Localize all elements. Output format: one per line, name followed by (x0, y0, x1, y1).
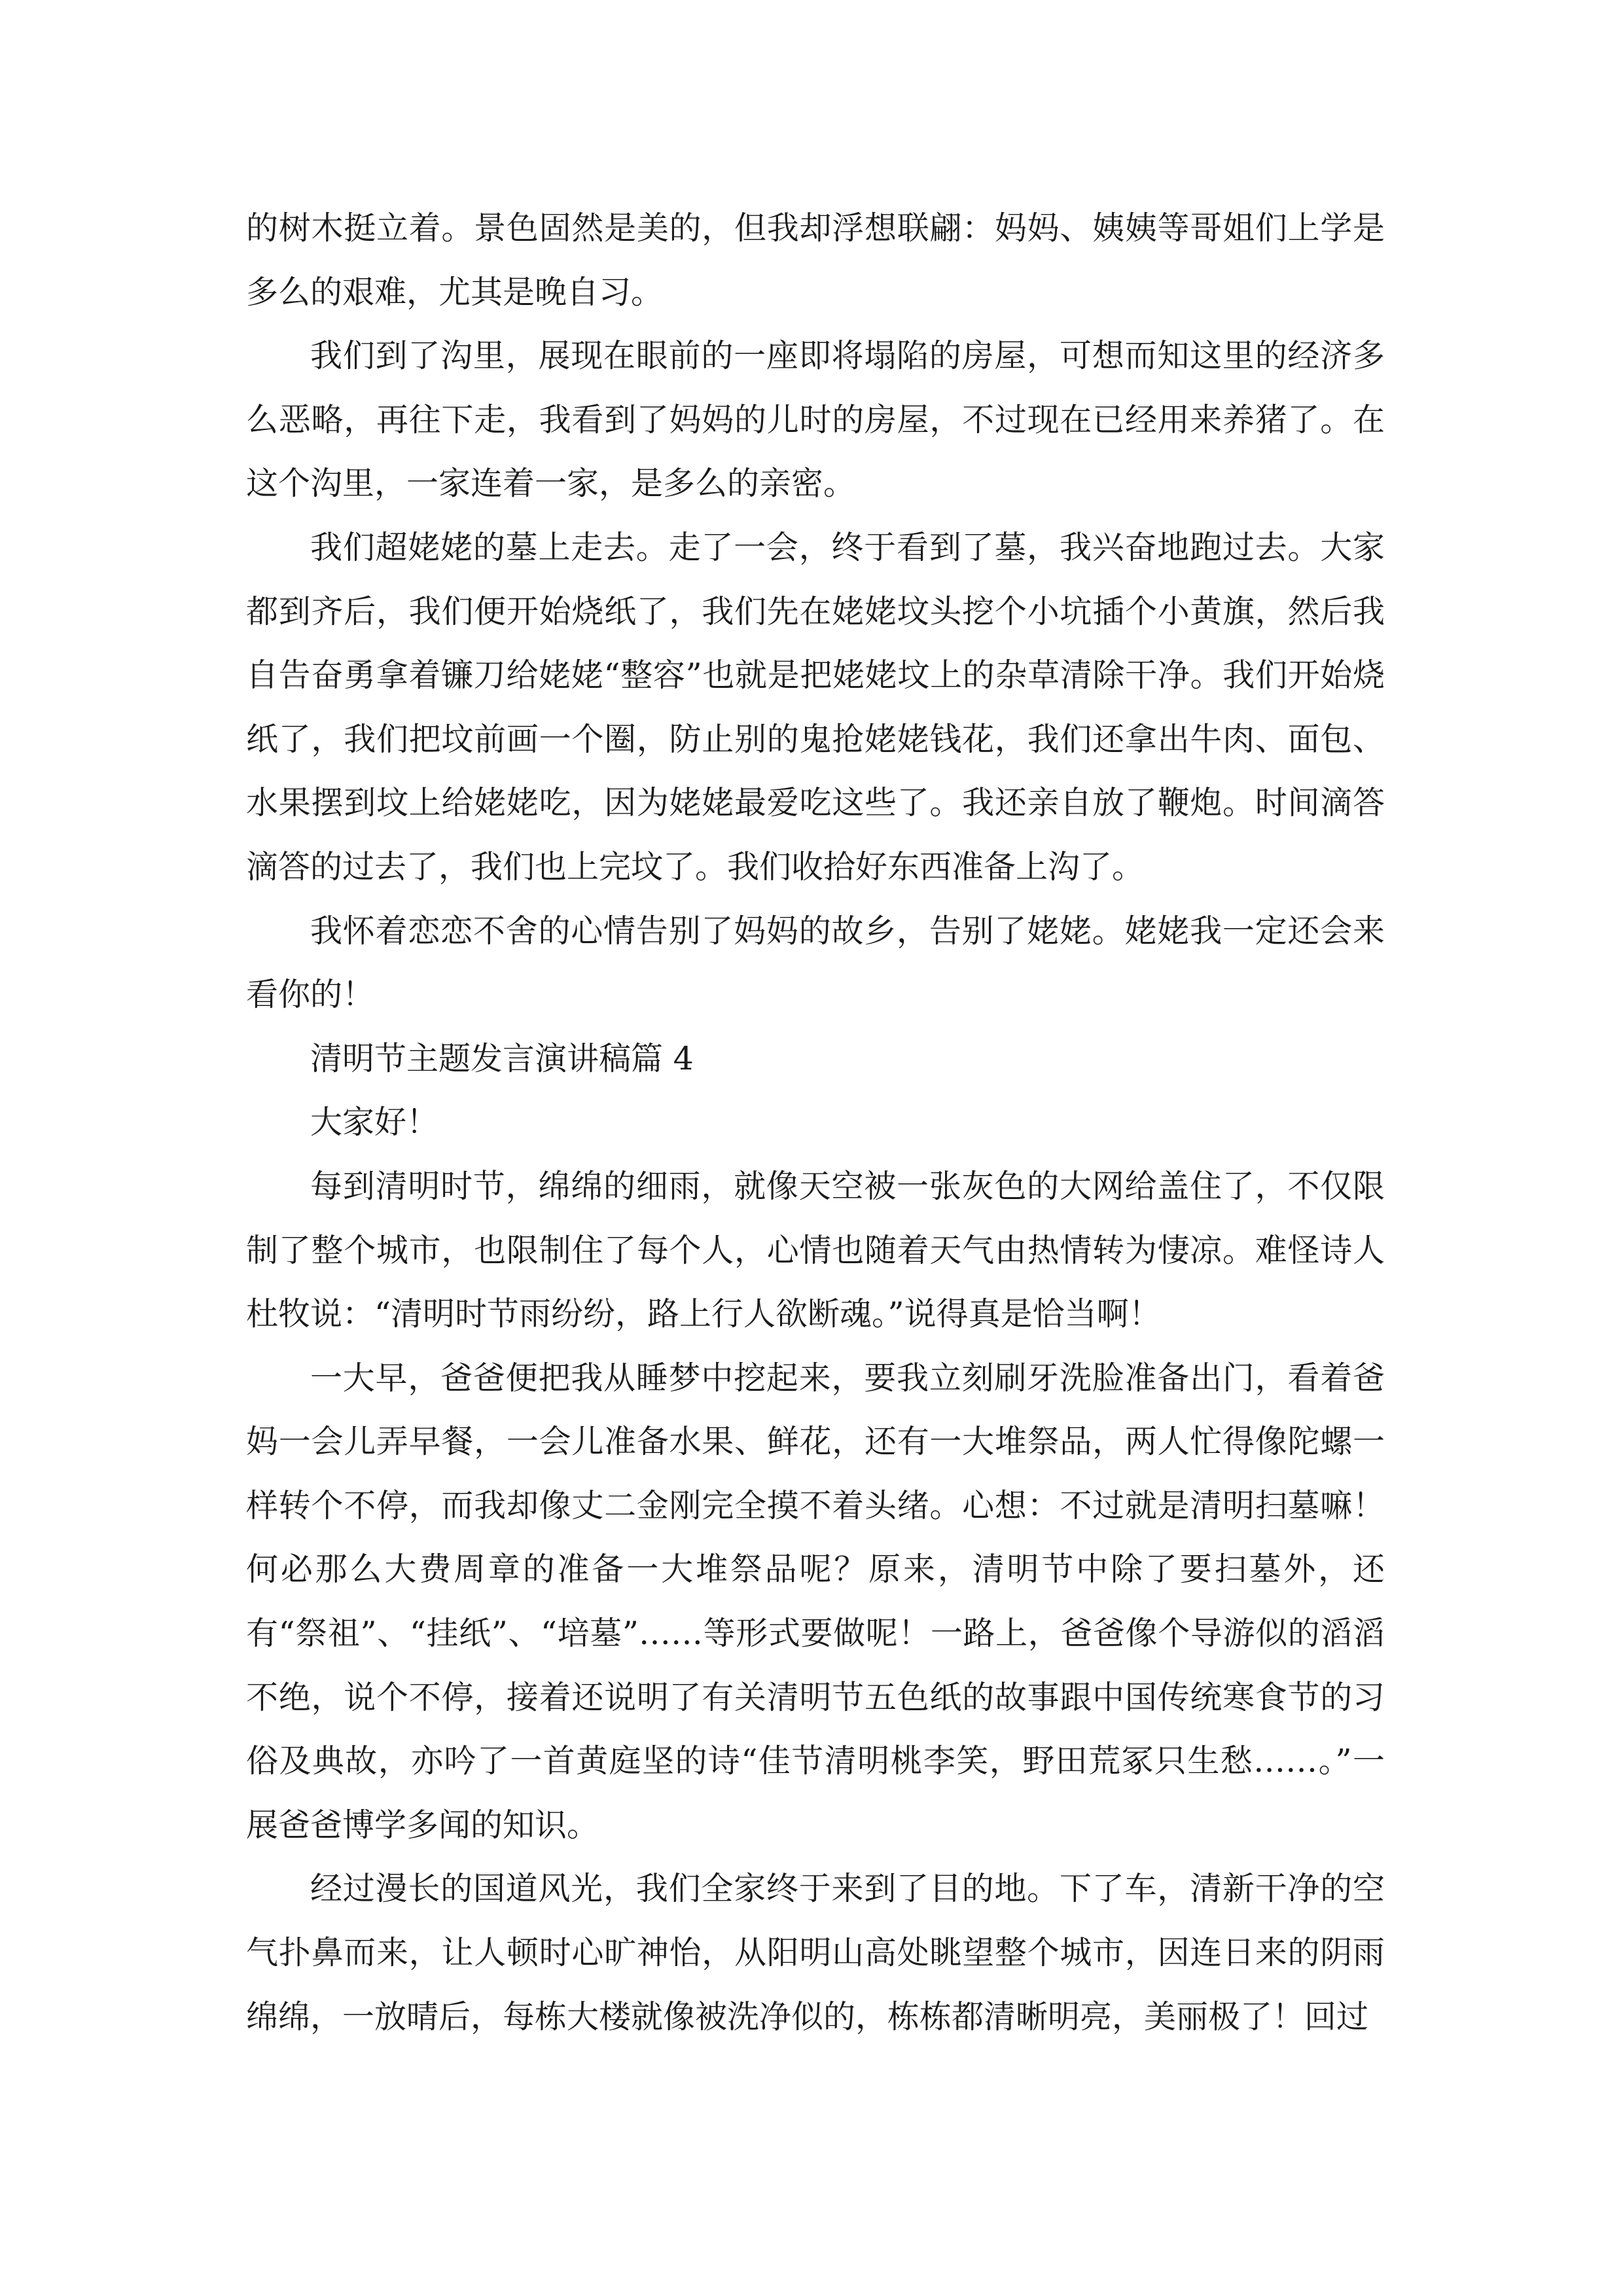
paragraph: 我们到了沟里，展现在眼前的一座即将塌陷的房屋，可想而知这里的经济多么恶略，再往下走，我看到了妈妈的儿时的房屋，不过现在已经用来养猪了。在这个沟里，一家连着一家，是多么的亲密。 (246, 337, 1385, 503)
paragraph: 我们超姥姥的墓上走去。走了一会，终于看到了墓，我兴奋地跑过去。大家都到齐后，我们便开始烧纸了，我们先在姥姥坟头挖个小坑插个小黄旗，然后我自告奋勇拿着镰刀给姥姥“整容”也就是把姥姥坟上的杂草清除干净。我们开始烧纸了，我们把坟前画一个圈，防止别的鬼抢姥姥钱花，我们还拿出牛肉、面包、水果摆到坟上给姥姥吃，因为姥姥最爱吃这些了。我还亲自放了鞭炮。时间滴答滴答的过去了，我们也上完坟了。我们收拾好东西准备上沟了。 (246, 528, 1385, 886)
paragraph: 每到清明时节，绵绵的细雨，就像天空被一张灰色的大网给盖住了，不仅限制了整个城市，也限制住了每个人，心情也随着天气由热情转为悽凉。难怪诗人杜牧说：“清明时节雨纷纷，路上行人欲断魂。”说得真是恰当啊！ (246, 1167, 1385, 1333)
document-body (246, 196, 1385, 2049)
section-title: 清明节主题发言演讲稿篇 4 (310, 1039, 694, 1077)
paragraph: 我怀着恋恋不舍的心情告别了妈妈的故乡，告别了姥姥。姥姥我一定还会来看你的！ (246, 912, 1385, 1014)
paragraph: 的树木挺立着。景色固然是美的，但我却浮想联翩：妈妈、姨姨等哥姐们上学是多么的艰难，尤其是晚自习。 (246, 209, 1385, 311)
paragraph: 经过漫长的国道风光，我们全家终于来到了目的地。下了车，清新干净的空气扑鼻而来，让人顿时心旷神怡，从阳明山高处眺望整个城市，因连日来的阴雨绵绵，一放晴后，每栋大楼就像被洗净似的，栋栋都清晰明亮，美丽极了！回过 (246, 1870, 1385, 2036)
greeting: 大家好！ (310, 1103, 439, 1141)
paragraph: 一大早，爸爸便把我从睡梦中挖起来，要我立刻刷牙洗脸准备出门，看着爸妈一会儿弄早餐，一会儿准备水果、鲜花，还有一大堆祭品，两人忙得像陀螺一样转个不停，而我却像丈二金刚完全摸不着头绪。心想：不过就是清明扫墓嘛！何必那么大费周章的准备一大堆祭品呢？原来，清明节中除了要扫墓外，还有“祭祖”、“挂纸”、“培墓”……等形式要做呢！一路上，爸爸像个导游似的滔滔不绝，说个不停，接着还说明了有关清明节五色纸的故事跟中国传统寒食节的习俗及典故，亦吟了一首黄庭坚的诗“佳节清明桃李笑，野田荒冢只生愁……。”一展爸爸博学多闻的知识。 (246, 1359, 1385, 1844)
